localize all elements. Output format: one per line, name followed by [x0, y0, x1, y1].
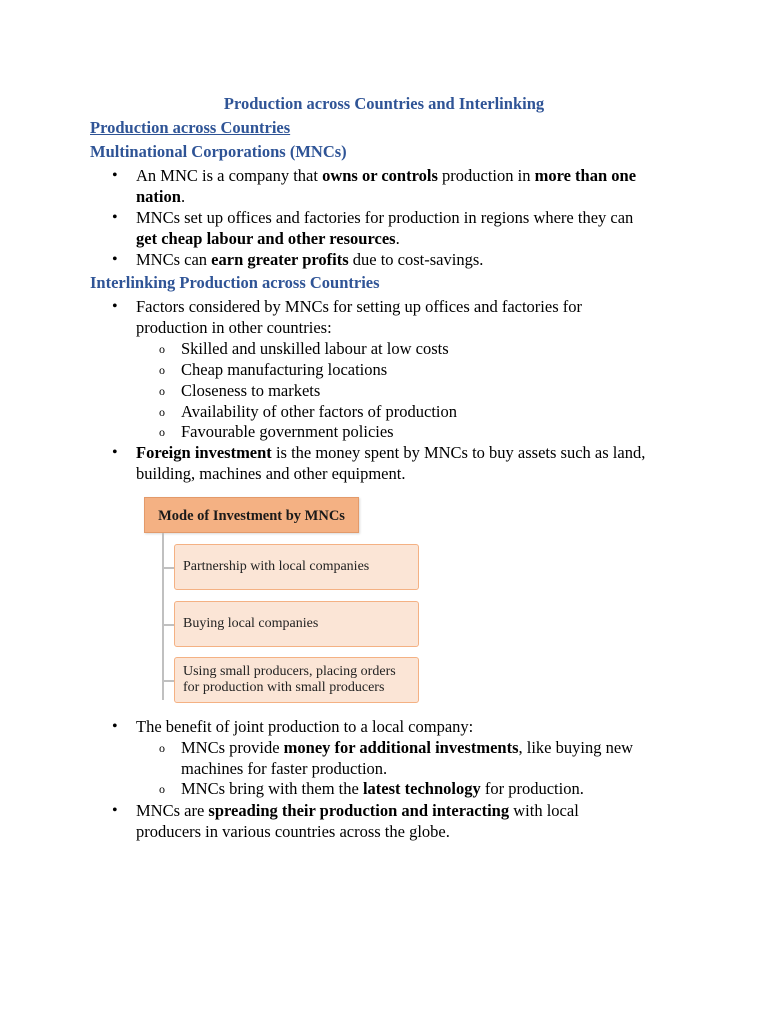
bullet-marker: • — [112, 209, 118, 226]
factor-item: Availability of other factors of production — [181, 402, 457, 421]
bullet-foreign-investment: Foreign investment is the money spent by MNCs to buy assets such as land, building, machines and other equipment. — [136, 443, 646, 483]
bullet-benefit-intro: The benefit of joint production to a local company: — [136, 717, 474, 736]
sub-bullet-marker: o — [159, 425, 165, 439]
sub-bullet-marker: o — [159, 342, 165, 356]
diagram-box-buying: Buying local companies — [174, 601, 419, 647]
bullet-mnc-definition: An MNC is a company that owns or controls production in more than one nation. — [136, 166, 637, 206]
sub-bullet-marker: o — [159, 405, 165, 419]
benefit-item-technology: MNCs bring with them the latest technology for production. — [181, 779, 584, 798]
bullet-closing: MNCs are spreading their production and interacting with local producers in various countries across the globe. — [136, 801, 579, 841]
diagram-box-small-producers: Using small producers, placing orders for production with small producers — [174, 657, 419, 703]
sub-bullet-marker: o — [159, 363, 165, 377]
factor-item: Skilled and unskilled labour at low costs — [181, 339, 449, 358]
subheading-mncs: Multinational Corporations (MNCs) — [90, 142, 347, 161]
diagram-box-partnership: Partnership with local companies — [174, 544, 419, 590]
bullet-marker: • — [112, 251, 118, 268]
document-title: Production across Countries and Interlinking — [223, 94, 545, 113]
section-heading-production: Production across Countries — [90, 118, 291, 137]
factor-item: Closeness to markets — [181, 381, 321, 400]
diagram-heading: Mode of Investment by MNCs — [144, 497, 359, 533]
bullet-mnc-offices: MNCs set up offices and factories for production in regions where they can get cheap labour and other resources. — [136, 208, 634, 248]
investment-mode-diagram — [142, 495, 432, 707]
bullet-factors-intro: Factors considered by MNCs for setting up offices and factories for production in other countries: — [136, 297, 582, 337]
bullet-marker: • — [112, 444, 118, 461]
bullet-marker: • — [112, 298, 118, 315]
factor-item: Favourable government policies — [181, 422, 394, 441]
diagram-connector — [162, 533, 164, 700]
bullet-marker: • — [112, 802, 118, 819]
sub-bullet-marker: o — [159, 384, 165, 398]
sub-bullet-marker: o — [159, 741, 165, 755]
sub-bullet-marker: o — [159, 782, 165, 796]
factor-item: Cheap manufacturing locations — [181, 360, 388, 379]
bullet-mnc-profits: MNCs can earn greater profits due to cost-savings. — [136, 250, 484, 269]
bullet-marker: • — [112, 167, 118, 184]
benefit-item-money: MNCs provide money for additional investments, like buying new machines for faster production. — [181, 738, 634, 778]
bullet-marker: • — [112, 718, 118, 735]
section-heading-interlinking: Interlinking Production across Countries — [90, 273, 380, 292]
